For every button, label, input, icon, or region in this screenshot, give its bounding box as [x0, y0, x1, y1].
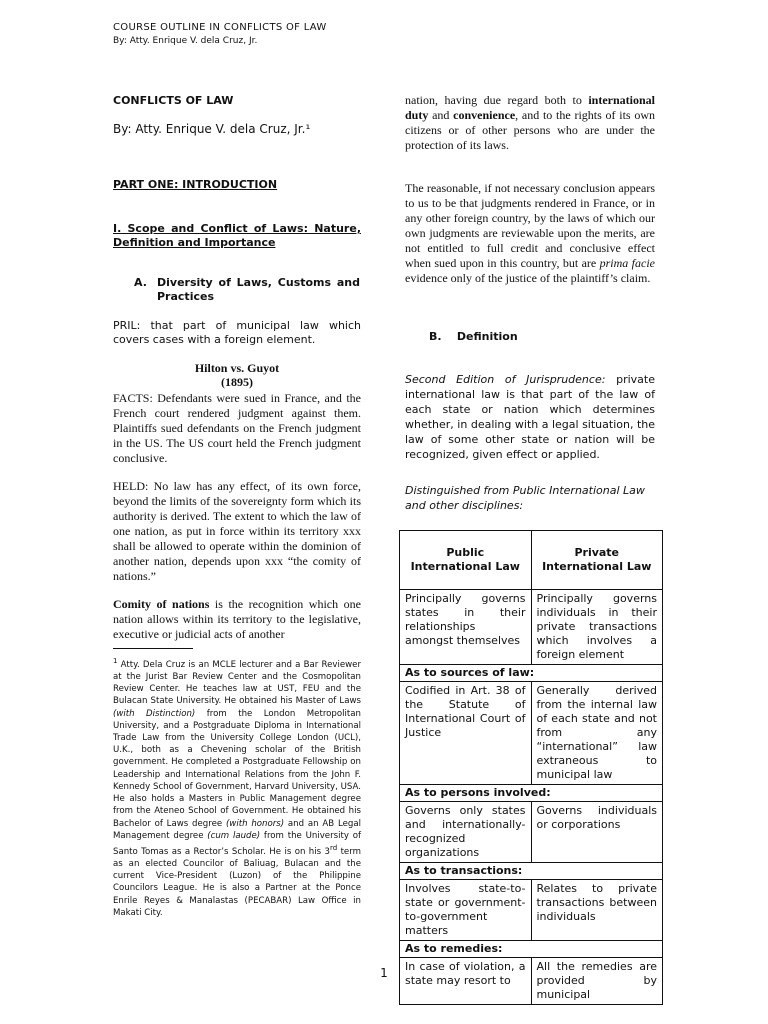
table-cell: All the remedies are provided by municipal — [531, 958, 663, 1005]
comity-paragraph — [113, 597, 361, 642]
footnote-italic: (cum laude) — [207, 830, 261, 841]
footnote-text: Atty. Dela Cruz is an MCLE lecturer and a Bar Reviewer at the Jurist Bar Review Center and the Cosmopolitan Review Center. He teaches law at UST, FEU and the Bulacan State University. He obtained his Master of Laws — [113, 659, 361, 707]
conclusion-paragraph — [405, 181, 655, 286]
document-title: CONFLICTS OF LAW — [113, 94, 234, 107]
table-cell: Governs individuals or corporations — [531, 802, 663, 863]
table-section-title: As to transactions: — [400, 863, 663, 880]
table-cell: Codified in Art. 38 of the Statute of International Court of Justice — [400, 682, 532, 785]
definition-paragraph — [405, 372, 655, 462]
table-cell: Principally governs states in their relationships amongst themselves — [400, 590, 532, 665]
running-header-title: COURSE OUTLINE IN CONFLICTS OF LAW — [113, 22, 327, 33]
table-cell: In case of violation, a state may resort to — [400, 958, 532, 1005]
table-cell: Generally derived from the internal law of each state and not from any “international” law extraneous to municipal law — [531, 682, 663, 785]
footnote-italic: (with honors) — [225, 818, 285, 829]
table-row — [400, 880, 663, 941]
table-section-row — [400, 665, 663, 682]
emphasis-international-duty: international duty — [405, 93, 655, 122]
footnote-divider — [113, 648, 193, 649]
table-section-title: As to sources of law: — [400, 665, 663, 682]
paragraph-text: , and to the rights of its own citizens or of other persons who are under the protection of its laws. — [405, 108, 655, 152]
table-section-title: As to persons involved: — [400, 785, 663, 802]
distinction-intro: Distinguished from Public International Law and other disciplines: — [405, 484, 645, 512]
pril-definition: PRIL: that part of municipal law which covers cases with a foreign element. — [113, 319, 361, 346]
comity-continuation — [405, 93, 655, 153]
subsection-a-title: Diversity of Laws, Customs and Practices — [157, 276, 360, 303]
paragraph-text: and — [428, 108, 454, 122]
table-row — [400, 682, 663, 785]
byline: By: Atty. Enrique V. dela Cruz, Jr.¹ — [113, 122, 311, 136]
table-section-title: As to remedies: — [400, 941, 663, 958]
paragraph-text: The reasonable, if not necessary conclusion appears to us to be that judgments rendered in France, or in any other foreign country, by the laws of which our own judgments are reviewable upon the merits, are not entitled to full credit and conclusive effect when sued upon in this country, but are — [405, 181, 655, 270]
emphasis-convenience: convenience — [453, 108, 516, 122]
case-title: Hilton vs. Guyot — [194, 361, 280, 375]
part-heading: PART ONE: INTRODUCTION — [113, 178, 278, 191]
case-heading — [113, 361, 361, 389]
running-header-author: By: Atty. Enrique V. dela Cruz, Jr. — [113, 36, 258, 46]
subsection-b-heading — [429, 330, 518, 343]
subsection-b-label: B. — [429, 330, 442, 343]
table-header-row — [400, 531, 663, 590]
subsection-a-heading — [134, 276, 360, 304]
footnote-superscript: rd — [329, 843, 338, 852]
definition-source: Second Edition of Jurisprudence: — [405, 373, 606, 386]
footnote-text: from the London Metropolitan University, and a Postgraduate Diploma in International Trade Law from the University College London (UCL), U.K., both as a Chevening scholar of the British government. He completed a Postgraduate Fellowship on Leadership and International Relations from the John F. Kennedy School of Government, Harvard University, USA. He also holds a Masters in Public Management degree from the Ateneo School of Government. He obtained his Bachelor of Laws degree — [113, 708, 361, 829]
case-held: HELD: No law has any effect, of its own force, beyond the limits of the sovereignty form which its authority is derived. The extent to which the law of one nation, as put in force within its territory xxx shall be allowed to operate within the dominion of another nation, depends upon xxx “the comity of nations.” — [113, 479, 361, 583]
section-heading-1: I. Scope and Conflict of Laws: Nature, Definition and Importance — [113, 222, 361, 249]
table-row — [400, 590, 663, 665]
table-section-row — [400, 785, 663, 802]
case-year: (1895) — [221, 375, 253, 389]
table-header-private: Private International Law — [531, 531, 663, 590]
subsection-b-title: Definition — [456, 330, 518, 343]
table-section-row — [400, 941, 663, 958]
footnote-text: term as an elected Councilor of Baliuag, Bulacan and the current Vice-President (Luzon) of the Philippine Councilors League. He is also a Partner at the Ponce Enrile Reyes & Manalastas (PECABAR) Law Office in Makati City. — [113, 846, 361, 918]
table-section-row — [400, 863, 663, 880]
page-number: 1 — [380, 966, 388, 980]
footnote — [113, 655, 361, 919]
footnote-text: and an AB Legal Management degree — [113, 818, 361, 841]
paragraph-text: evidence only of the justice of the plaintiff’s claim. — [405, 271, 651, 285]
table-header-public: Public International Law — [400, 531, 532, 590]
emphasis-prima-facie: prima facie — [599, 256, 655, 270]
table-cell: Governs only states and internationally-recognized organizations — [400, 802, 532, 863]
comparison-table — [399, 530, 663, 1005]
case-facts: FACTS: Defendants were sued in France, and the French court rendered judgment against them. Plaintiffs sued defendants on the French judgment in the US. The US court held the French judgment conclusive. — [113, 391, 361, 465]
footnote-text: from the University of Santo Tomas as a Rector’s Scholar. He is on his 3 — [113, 830, 361, 857]
table-cell: Involves state-to-state or government-to-government matters — [400, 880, 532, 941]
subsection-a-label: A. — [134, 276, 147, 289]
footnote-italic: (with Distinction) — [113, 708, 196, 719]
table-cell: Principally governs individuals in their private transactions which involves a foreign element — [531, 590, 663, 665]
comity-text: is the recognition which one nation allows within its territory to the legislative, executive or judicial acts of another — [113, 597, 361, 641]
table-row — [400, 802, 663, 863]
definition-text: private international law is that part of the law of each state or nation which determines whether, in dealing with a legal situation, the law of some other state or nation will be recognized, given effect or applied. — [405, 373, 655, 461]
footnote-mark: 1 — [113, 657, 118, 665]
table-row — [400, 958, 663, 1005]
comity-term: Comity of nations — [113, 597, 210, 611]
table-cell: Relates to private transactions between individuals — [531, 880, 663, 941]
paragraph-text: nation, having due regard both to — [405, 93, 589, 107]
